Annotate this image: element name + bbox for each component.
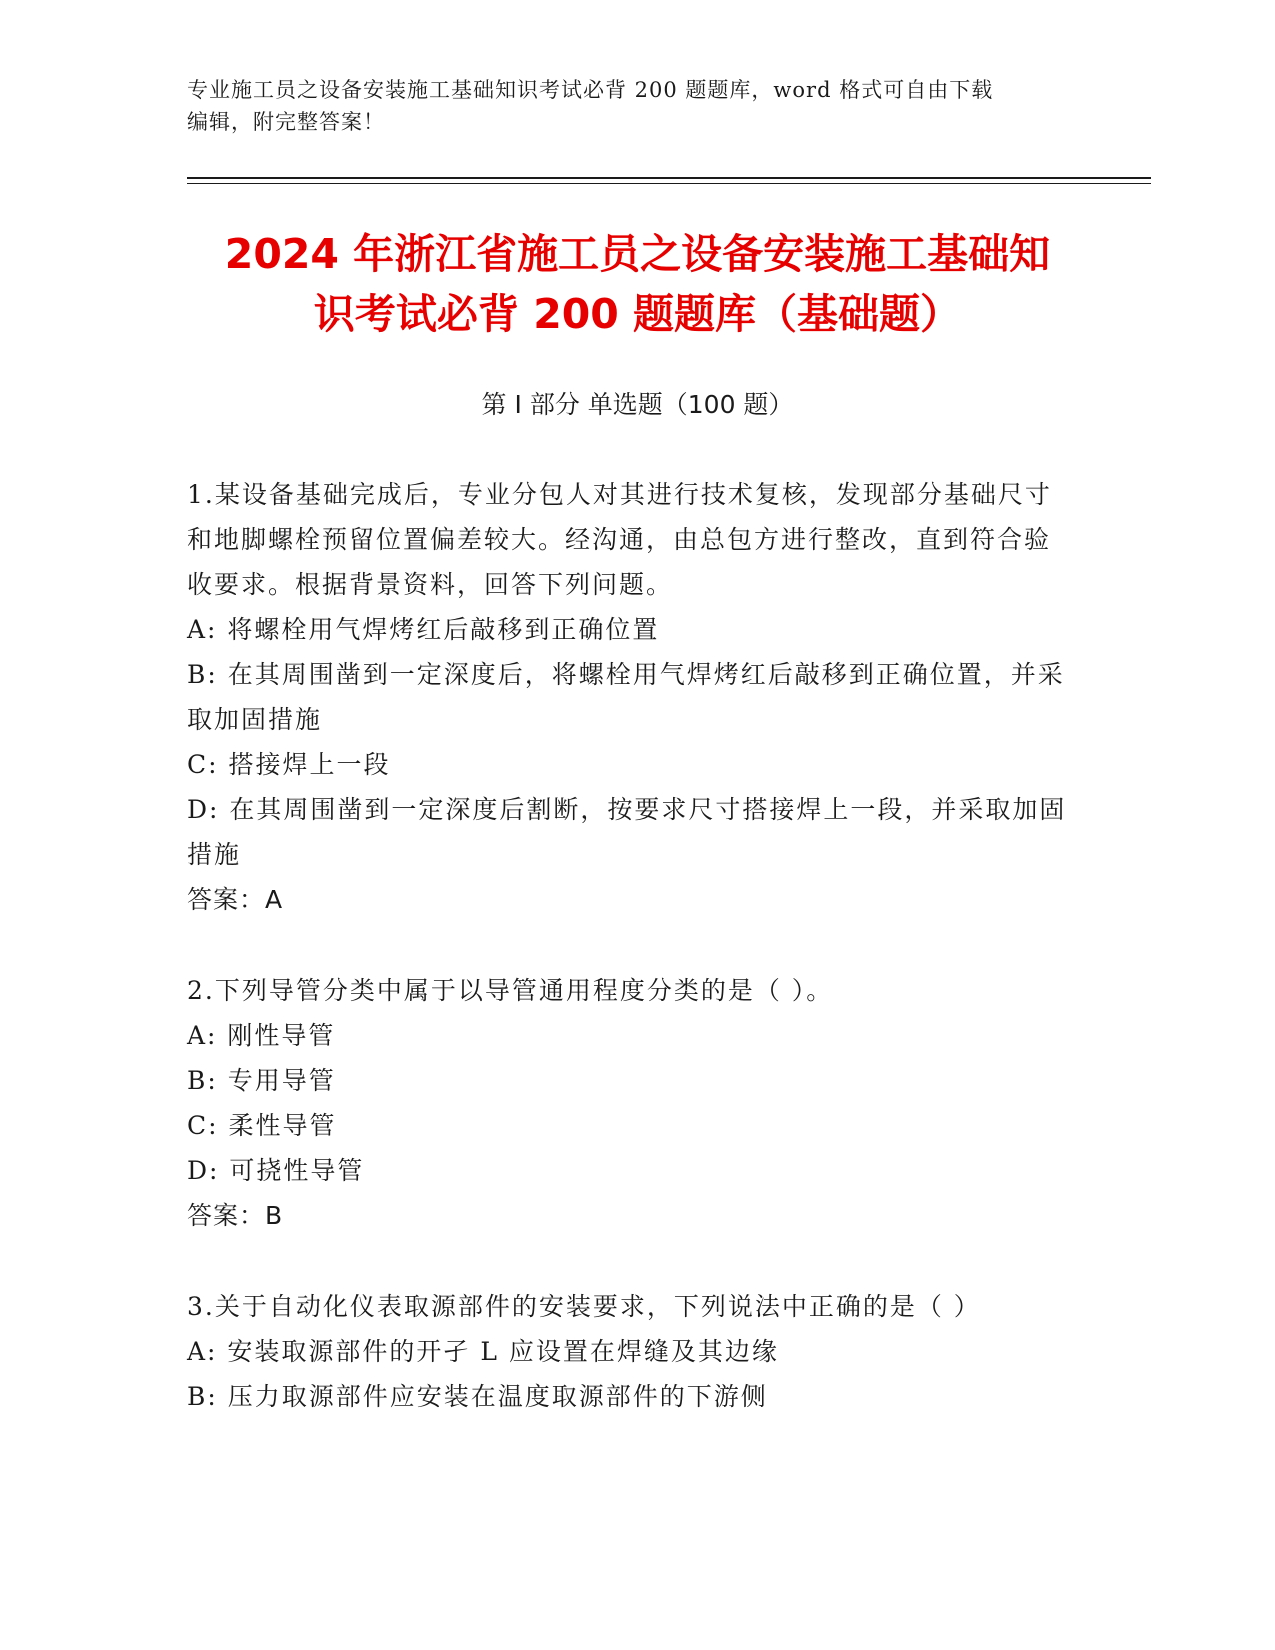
option-a: A: 安装取源部件的开孑 L 应设置在焊缝及其边缘 <box>187 1337 779 1366</box>
header-note <box>187 74 1087 138</box>
question-list <box>187 472 1067 1465</box>
option-a: A: 刚性导管 <box>187 1021 336 1050</box>
option-a: A: 将螺栓用气焊烤红后敲移到正确位置 <box>187 615 660 644</box>
question-stem: 1.某设备基础完成后，专业分包人对其进行技术复核，发现部分基础尺寸和地脚螺栓预留位置偏差较大。经沟通，由总包方进行整改，直到符合验收要求。根据背景资料，回答下列问题。 <box>187 480 1052 599</box>
option-c: C: 柔性导管 <box>187 1111 337 1140</box>
header-note-line1: 专业施工员之设备安装施工基础知识考试必背 200 题题库，word 格式可自由下载 <box>187 78 994 102</box>
question-stem: 2.下列导管分类中属于以导管通用程度分类的是（ ）。 <box>187 976 834 1005</box>
answer-label: 答案：A <box>187 885 284 914</box>
option-b: B: 专用导管 <box>187 1066 336 1095</box>
question-3 <box>187 1284 1067 1419</box>
question-stem: 3.关于自动化仪表取源部件的安装要求，下列说法中正确的是（ ） <box>187 1292 981 1321</box>
header-note-line2: 编辑，附完整答案！ <box>187 110 385 134</box>
document-title-line1: 2024 年浙江省施工员之设备安装施工基础知 <box>224 230 1051 278</box>
option-d: D: 可挠性导管 <box>187 1156 365 1185</box>
question-1 <box>187 472 1067 922</box>
document-title <box>150 224 1125 344</box>
header-divider-thin <box>187 183 1151 184</box>
option-b: B: 在其周围凿到一定深度后，将螺栓用气焊烤红后敲移到正确位置，并采取加固措施 <box>187 660 1065 734</box>
option-b: B: 压力取源部件应安装在温度取源部件的下游侧 <box>187 1382 768 1411</box>
document-title-line2: 识考试必背 200 题题库（基础题） <box>313 290 962 338</box>
header-divider-thick <box>187 177 1151 179</box>
option-d: D: 在其周围凿到一定深度后割断，按要求尺寸搭接焊上一段，并采取加固措施 <box>187 795 1067 869</box>
section-heading: 第 I 部分 单选题（100 题） <box>481 390 794 419</box>
option-c: C: 搭接焊上一段 <box>187 750 391 779</box>
question-2 <box>187 968 1067 1238</box>
answer-label: 答案：B <box>187 1201 284 1230</box>
